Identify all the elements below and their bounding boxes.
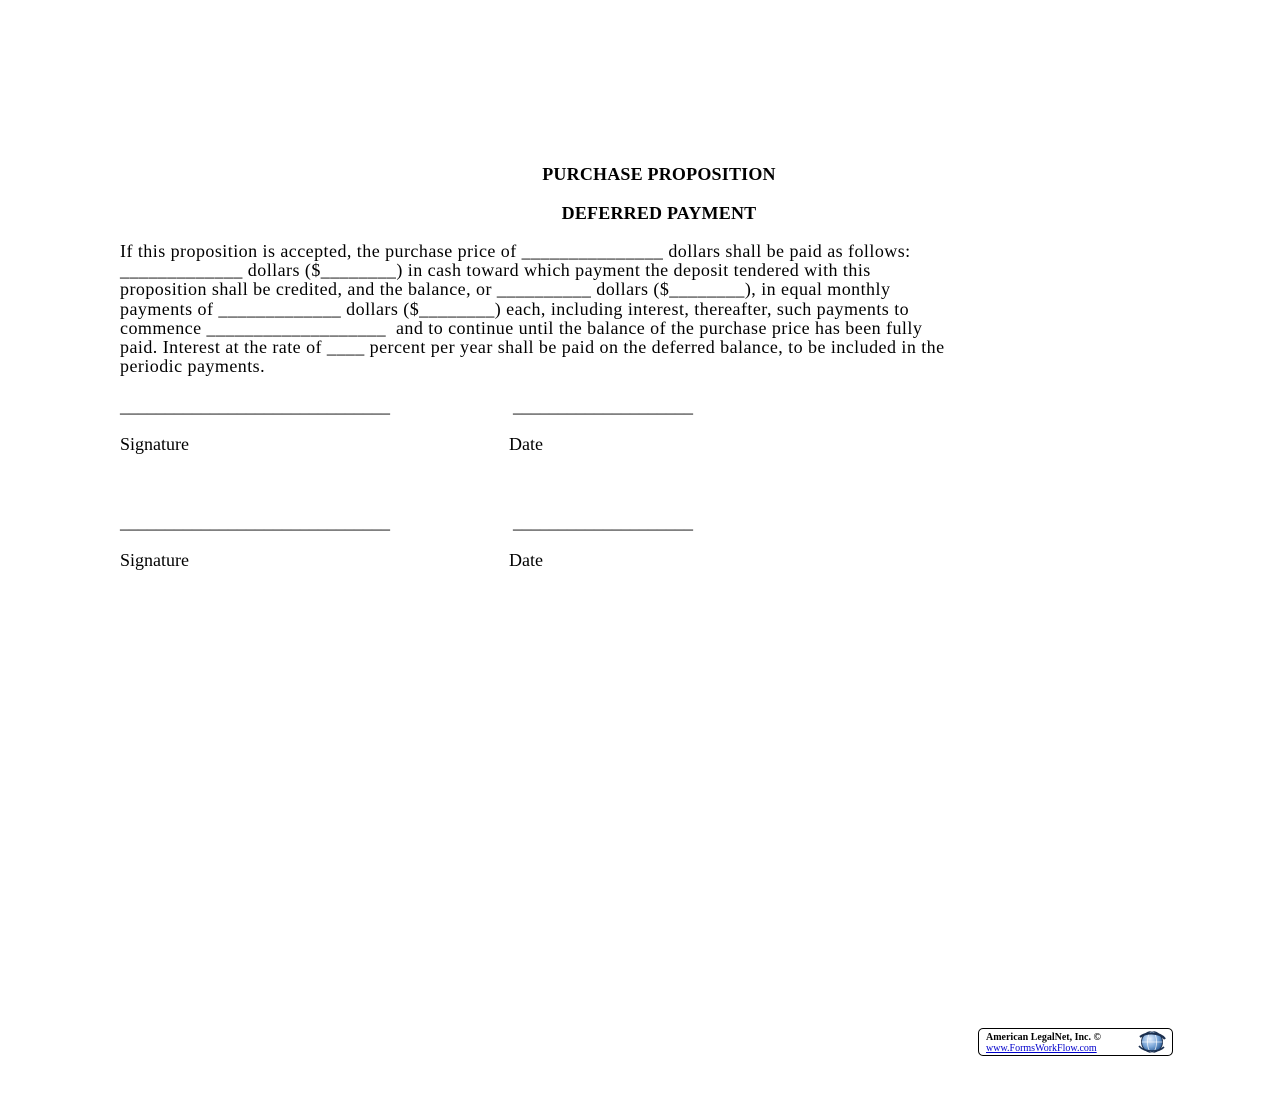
footer-company: American LegalNet, Inc. ©	[986, 1032, 1101, 1043]
globe-logo-icon	[1134, 1030, 1168, 1054]
date-label-1: Date	[509, 434, 543, 454]
paragraph-line: paid. Interest at the rate of ____ percent per year shall be paid on the deferred balance, to be included in the	[120, 337, 945, 358]
paragraph-line: commence ___________________ and to continue until the balance of the purchase price has been fully	[120, 317, 923, 338]
document-subtitle: DEFERRED PAYMENT	[561, 203, 757, 223]
paragraph-line: _____________ dollars ($________) in cash toward which payment the deposit tendered with this	[120, 260, 871, 281]
signature-label-2: Signature	[120, 550, 189, 570]
footer-url-link[interactable]: www.FormsWorkFlow.com	[986, 1043, 1097, 1054]
date-line-2[interactable]: ____________________	[513, 512, 693, 532]
paragraph-line: payments of _____________ dollars ($________) each, including interest, thereafter, such payments to	[120, 298, 910, 319]
footer-badge	[978, 1028, 1173, 1056]
proposition-paragraph	[120, 242, 1210, 376]
signature-line-1[interactable]: ______________________________	[120, 396, 390, 416]
date-line-1[interactable]: ____________________	[513, 396, 693, 416]
paragraph-line: If this proposition is accepted, the purchase price of _______________ dollars shall be paid as follows:	[120, 241, 911, 261]
date-label-2: Date	[509, 550, 543, 570]
document-title: PURCHASE PROPOSITION	[542, 164, 776, 184]
signature-line-2[interactable]: ______________________________	[120, 512, 390, 532]
signature-label-1: Signature	[120, 434, 189, 454]
paragraph-line: periodic payments.	[120, 356, 266, 377]
paragraph-line: proposition shall be credited, and the balance, or __________ dollars ($________), in equal monthly	[120, 279, 891, 300]
